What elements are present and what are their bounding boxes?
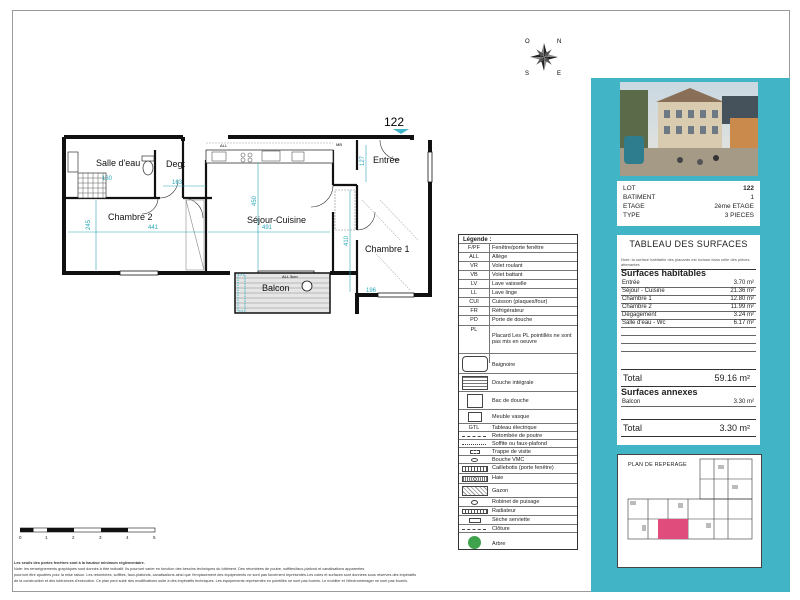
surfaces-note: Note: la surface habitable des placards est incluse dans celle des pièces attenantes bbox=[621, 257, 756, 270]
dim-491: 491 bbox=[262, 225, 273, 231]
fixture-mb: MB bbox=[336, 142, 342, 147]
legend-symbol-row: GTL Tableau électrique bbox=[459, 423, 577, 432]
shower-tray-icon bbox=[467, 394, 483, 408]
towel-dryer-icon bbox=[469, 518, 481, 523]
surface-row: Chambre 1 12.80 m² bbox=[622, 296, 754, 302]
legend-symbol-row: Caillebotis (porte fenêtre) bbox=[459, 463, 577, 474]
dim-450: 450 bbox=[252, 195, 258, 206]
building-photo bbox=[620, 82, 758, 176]
lot-number: 122 bbox=[384, 115, 405, 129]
tap-icon bbox=[302, 281, 312, 291]
compass-o: O bbox=[525, 39, 530, 45]
surface-row: Salle d'eau - Wc 6.17 m² bbox=[622, 320, 754, 326]
bathtub-icon bbox=[462, 356, 488, 372]
legend-row: VB Volet battant bbox=[459, 270, 577, 280]
soffit-icon bbox=[462, 444, 486, 446]
fence-icon bbox=[462, 529, 486, 531]
entry-marker-icon bbox=[393, 129, 409, 134]
legend-row: VR Volet roulant bbox=[459, 261, 577, 271]
footer-line: pourront être ajoutées pour la mise raison. Les retombées, soffites, faux-plafonds, canalisations ainsi que l'emplacement des équipements ne sont pas forcément représentés.Les cotes et surfaces sont données sous réserves des impératifs bbox=[14, 573, 417, 577]
legend-row: CUI Cuisson (plaques/four) bbox=[459, 297, 577, 307]
legend-symbol-row: Clôture bbox=[459, 524, 577, 533]
scale-2: 2 bbox=[72, 535, 75, 540]
surface-row: Séjour - Cuisine 21.36 m² bbox=[622, 288, 754, 294]
lot-info-card bbox=[617, 181, 760, 226]
toilet bbox=[143, 161, 153, 175]
legend-symbol-row: Douche intégrale bbox=[459, 373, 577, 392]
legend-symbol-row: Gazon bbox=[459, 483, 577, 498]
info-row: TYPE 3 PIECES bbox=[623, 212, 754, 219]
legend-symbol-row: Bac de douche bbox=[459, 391, 577, 410]
room-degt: Degt bbox=[166, 159, 186, 169]
total-habitables: Total 59.16 m² bbox=[621, 369, 756, 387]
info-row: BATIMENT 1 bbox=[623, 194, 754, 201]
legend-symbol-row: Meuble vasque bbox=[459, 409, 577, 424]
scale-0: 0 bbox=[19, 535, 22, 540]
dim-245: 245 bbox=[86, 219, 92, 230]
legend-symbol-row: Haie bbox=[459, 473, 577, 484]
legend-symbol-row: Robinet de puisage bbox=[459, 497, 577, 507]
room-balcon: Balcon bbox=[262, 283, 290, 293]
location-plan bbox=[617, 454, 762, 568]
surfaces-table bbox=[617, 235, 760, 445]
washbasin bbox=[68, 152, 78, 172]
compass-s: S bbox=[525, 71, 530, 77]
fixture-all: ALL bbox=[220, 143, 228, 148]
vanity-icon bbox=[468, 412, 482, 422]
grating-icon bbox=[462, 466, 488, 472]
legend-symbol-row: Arbre bbox=[459, 532, 577, 552]
info-row: ETAGE 2ème ETAGE bbox=[623, 203, 754, 210]
dim-130: 130 bbox=[102, 176, 113, 182]
location-plan-title: PLAN DE REPERAGE bbox=[628, 462, 687, 468]
footer-line: de la construction et des tolérances d'exécution. Ce plan peut subir des modifications suite à des impératifs techniques. Les équipements représentés en pointillés ne sont pas fournis. Le mobilier et l'électroménager ne sont pas fournis. bbox=[14, 579, 409, 583]
legend-row: F/PF Fenêtre/porte fenêtre bbox=[459, 243, 577, 253]
surface-row: Chambre 2 11.99 m² bbox=[622, 304, 754, 310]
legend-symbol-row: Bouche VMC bbox=[459, 455, 577, 464]
legend-symbol-row: Sèche serviette bbox=[459, 515, 577, 525]
legend-symbol-row: Trappe de visite bbox=[459, 447, 577, 456]
surface-row: Entrée 3.70 m² bbox=[622, 280, 754, 286]
surface-row-empty bbox=[621, 351, 756, 359]
legend-row: PD Porte de douche bbox=[459, 315, 577, 326]
legend-symbol-row: Baignoire bbox=[459, 353, 577, 374]
scale-4: 4 bbox=[126, 535, 129, 540]
footer-line: Note: les renseignements graphiques sont donnés à titre indicatif. Ils pourront varier en fonction des besoins techniques du bâtiment. Des retombées de poutre, soffites/faux-plafond et canalisations apparentes bbox=[14, 567, 365, 571]
dim-163: 163 bbox=[172, 180, 183, 186]
dim-127: 127 bbox=[360, 155, 366, 166]
lawn-icon bbox=[462, 486, 488, 496]
dim-441: 441 bbox=[148, 225, 159, 231]
surface-row: Balcon 3.30 m² bbox=[622, 399, 754, 405]
dim-410: 410 bbox=[344, 235, 350, 246]
scale-5: 5 bbox=[153, 535, 156, 540]
legend bbox=[458, 234, 578, 550]
footer-line: Les seuils des portes fenêtres sont à la hauteur minimum réglementaire. bbox=[14, 561, 145, 565]
scale-1: 1 bbox=[45, 535, 48, 540]
surfaces-title: TABLEAU DES SURFACES bbox=[629, 239, 748, 249]
habitables-title: Surfaces habitables bbox=[621, 268, 707, 278]
dim-196: 196 bbox=[366, 288, 377, 294]
footer-notes bbox=[14, 560, 588, 584]
hedge-icon bbox=[462, 476, 488, 482]
shower-icon bbox=[462, 376, 488, 390]
room-salle-eau: Salle d'eau bbox=[96, 158, 141, 168]
legend-row: LL Lave linge bbox=[459, 288, 577, 298]
surface-row: Dégagement 3.24 m² bbox=[622, 312, 754, 318]
legend-row: ALL Allège bbox=[459, 252, 577, 262]
annexes-title: Surfaces annexes bbox=[621, 387, 698, 397]
compass-icon bbox=[525, 39, 561, 77]
vmc-icon bbox=[471, 458, 478, 462]
apartment-highlight bbox=[658, 519, 688, 539]
legend-row: FR Réfrigérateur bbox=[459, 306, 577, 316]
compass-n: N bbox=[557, 39, 562, 45]
legend-symbol-row: Retombée de poutre bbox=[459, 431, 577, 440]
fixture-all-balcony: ALL 5cm bbox=[282, 274, 298, 279]
legend-row: PL Placard Les PL pointillés ne sont pas mis en oeuvre bbox=[459, 325, 577, 354]
info-row: LOT 122 bbox=[623, 185, 754, 192]
legend-symbol-row: Soffite ou faux-plafond bbox=[459, 439, 577, 448]
total-annexes: Total 3.30 m² bbox=[621, 419, 756, 437]
hatch-icon bbox=[470, 450, 480, 454]
legend-title: Légende : bbox=[463, 237, 492, 243]
legend-row: LV Lave vaisselle bbox=[459, 279, 577, 289]
radiator-icon bbox=[462, 509, 488, 514]
scale-3: 3 bbox=[99, 535, 102, 540]
tree-icon bbox=[468, 536, 481, 549]
room-chambre1: Chambre 1 bbox=[365, 244, 410, 254]
tap-legend-icon bbox=[471, 500, 478, 505]
beam-icon bbox=[462, 436, 486, 438]
compass-e: E bbox=[557, 71, 562, 77]
surface-row-empty bbox=[621, 406, 756, 414]
room-chambre2: Chambre 2 bbox=[108, 212, 153, 222]
room-entree: Entrée bbox=[373, 155, 400, 165]
legend-symbol-row: Radiateur bbox=[459, 506, 577, 516]
room-sejour: Séjour-Cuisine bbox=[247, 215, 307, 225]
scale-bar bbox=[20, 526, 160, 540]
